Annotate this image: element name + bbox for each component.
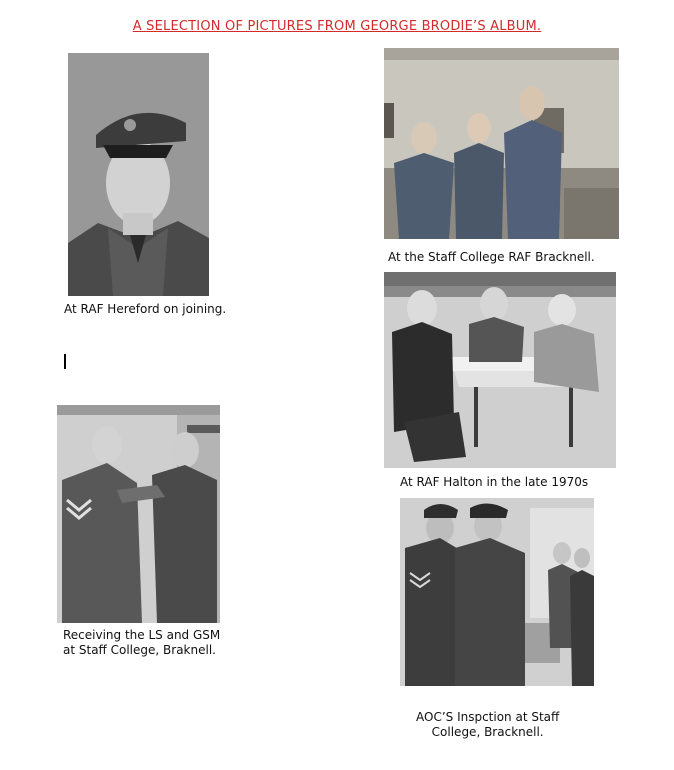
table-group-photo [384, 272, 616, 468]
table-group-caption: At RAF Halton in the late 1970s [400, 475, 589, 489]
inspection-photo [400, 498, 594, 686]
medal-presentation-photo [57, 405, 220, 623]
text-cursor [64, 354, 66, 369]
group-photo [384, 48, 619, 239]
portrait-photo [68, 53, 209, 296]
inspection-caption: AOC’S Inspction at Staff College, Bracknell. [416, 710, 560, 739]
page-title: A SELECTION OF PICTURES FROM GEORGE BRODIE’S ALBUM. [132, 19, 542, 34]
group-caption: At the Staff College RAF Bracknell. [388, 250, 595, 264]
medal-presentation-caption: Receiving the LS and GSM at Staff College, Braknell. [63, 628, 221, 657]
portrait-caption: At RAF Hereford on joining. [64, 302, 227, 316]
